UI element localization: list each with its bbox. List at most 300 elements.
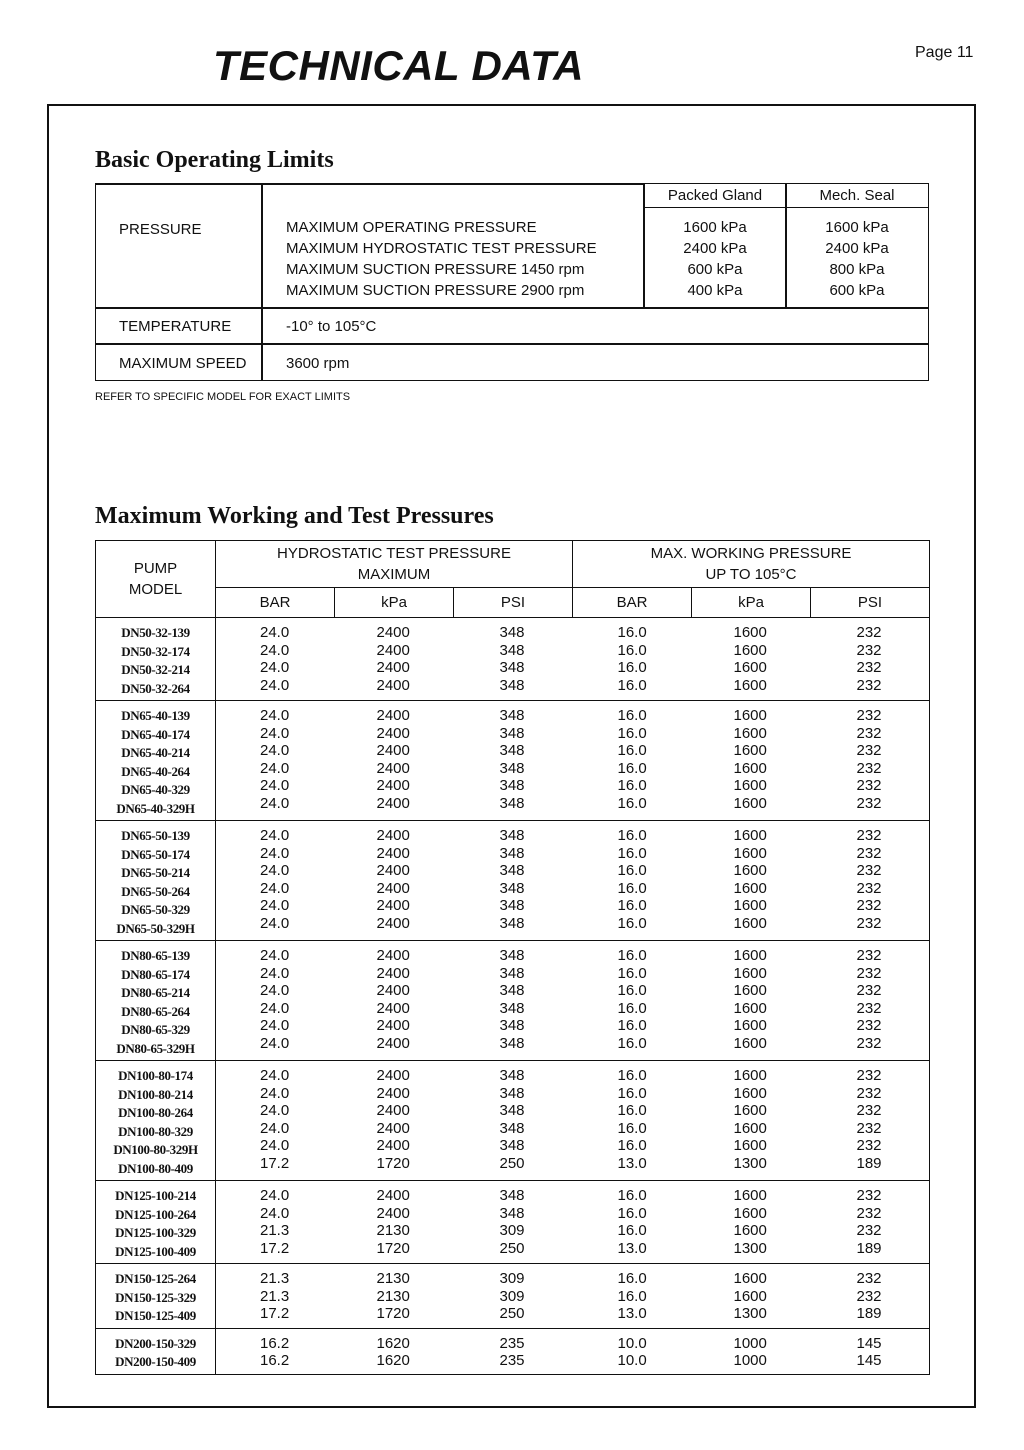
pressure-value: 24.0 <box>260 982 290 999</box>
pressure-value: 145 <box>856 1352 882 1369</box>
pump-model: DN50-32-174 <box>121 643 190 659</box>
pressure-value: 1600 <box>733 1222 767 1239</box>
pressure-value: 16.0 <box>617 1222 647 1239</box>
pressure-value: 2400 <box>376 1067 410 1084</box>
model-list <box>96 1328 216 1374</box>
pressure-value: 232 <box>856 982 882 999</box>
test-kpa-values <box>335 1264 454 1329</box>
pump-model: DN100-80-329H <box>113 1142 198 1157</box>
pump-model: DN65-50-214 <box>121 865 190 880</box>
pressure-value: 250 <box>499 1305 525 1322</box>
test-psi-values <box>454 1328 573 1374</box>
pressure-value: 232 <box>856 1034 882 1052</box>
packed-value: 400 kPa <box>687 282 743 299</box>
pressure-value: 348 <box>499 862 525 879</box>
work-bar-values <box>573 1061 692 1181</box>
pressure-value: 24.0 <box>260 794 290 812</box>
working-header-line2: UP TO 105°C <box>705 566 797 583</box>
pressure-value: 24.0 <box>260 641 290 659</box>
pressure-value: 16.0 <box>617 742 647 759</box>
pressure-value: 24.0 <box>260 1137 290 1154</box>
pressure-value: 16.0 <box>617 1204 647 1222</box>
pressure-value: 24.0 <box>260 777 290 794</box>
pressure-value: 189 <box>856 1305 882 1322</box>
mech-seal-values <box>785 217 929 301</box>
pressure-value: 232 <box>856 862 882 879</box>
page-number: Page 11 <box>915 44 974 61</box>
pressure-value: 348 <box>499 742 525 759</box>
basic-limits-heading: Basic Operating Limits <box>95 147 334 173</box>
pressure-value: 24.0 <box>260 897 290 914</box>
pump-model: DN65-40-174 <box>121 726 190 742</box>
pump-model: DN65-40-139 <box>121 708 190 723</box>
test-bar-values <box>216 618 335 701</box>
pressure-value: 232 <box>856 1067 882 1084</box>
test-bar-values <box>216 701 335 821</box>
pump-model: DN150-125-264 <box>115 1271 196 1286</box>
pressure-value: 232 <box>856 676 882 694</box>
pressure-value: 348 <box>499 707 525 724</box>
pressure-value: 10.0 <box>617 1352 647 1369</box>
pressure-value: 232 <box>856 1137 882 1154</box>
working-header <box>573 541 930 588</box>
pressure-value: 1000 <box>733 1334 767 1352</box>
unit-header: BAR <box>216 588 335 618</box>
pump-model: DN100-80-174 <box>118 1068 193 1083</box>
pressure-value: 1600 <box>733 1067 767 1084</box>
pressure-value: 1600 <box>733 624 767 641</box>
pressure-row-label: MAXIMUM HYDROSTATIC TEST PRESSURE <box>286 240 597 257</box>
pressure-value: 232 <box>856 947 882 964</box>
pressure-value: 2400 <box>376 1102 410 1119</box>
pressure-value: 1600 <box>733 897 767 914</box>
test-bar-values <box>216 1328 335 1374</box>
pump-model: DN50-32-139 <box>121 625 190 640</box>
pressure-value: 232 <box>856 1084 882 1102</box>
pressure-value: 16.0 <box>617 759 647 777</box>
mech-value: 600 kPa <box>829 282 885 299</box>
pressure-value: 16.0 <box>617 844 647 862</box>
pressure-value: 1600 <box>733 676 767 694</box>
pressure-value: 24.0 <box>260 1187 290 1204</box>
pressure-value: 24.0 <box>260 707 290 724</box>
pressure-value: 2400 <box>376 897 410 914</box>
pump-model: DN65-50-264 <box>121 883 190 899</box>
pressure-value: 16.0 <box>617 862 647 879</box>
mech-value: 1600 kPa <box>825 219 889 236</box>
pressure-value: 232 <box>856 707 882 724</box>
pressure-value: 2400 <box>376 1017 410 1034</box>
test-bar-values <box>216 1181 335 1264</box>
pressure-value: 1600 <box>733 742 767 759</box>
pressure-value: 16.0 <box>617 777 647 794</box>
pressure-value: 1600 <box>733 794 767 812</box>
pump-model: DN125-100-264 <box>115 1206 196 1222</box>
pressure-value: 2400 <box>376 624 410 641</box>
temperature-label: TEMPERATURE <box>119 318 232 335</box>
pressure-value: 24.0 <box>260 914 290 932</box>
limits-row-divider-1 <box>95 307 929 309</box>
unit-header: BAR <box>573 588 692 618</box>
model-list <box>96 1061 216 1181</box>
pressure-value: 1300 <box>733 1239 767 1257</box>
pressure-value: 232 <box>856 1187 882 1204</box>
pump-model: DN65-40-329H <box>116 800 195 816</box>
pressure-value: 348 <box>499 624 525 641</box>
pressure-value: 2400 <box>376 1034 410 1052</box>
pump-model: DN80-65-174 <box>121 966 190 982</box>
pump-model: DN65-50-139 <box>121 828 190 843</box>
working-header-line1: MAX. WORKING PRESSURE <box>650 545 852 562</box>
pressure-value: 2400 <box>376 1119 410 1137</box>
pressure-value: 348 <box>499 1067 525 1084</box>
pump-model: DN65-40-264 <box>121 763 190 779</box>
pressure-value: 348 <box>499 1102 525 1119</box>
pressure-value: 1600 <box>733 707 767 724</box>
pressure-value: 24.0 <box>260 827 290 844</box>
pressure-value: 16.0 <box>617 1119 647 1137</box>
pressure-value: 16.0 <box>617 1137 647 1154</box>
pressure-value: 1600 <box>733 1137 767 1154</box>
pressure-value: 1600 <box>733 1102 767 1119</box>
pressure-value: 1600 <box>733 1270 767 1287</box>
pump-model: DN200-150-329 <box>115 1335 196 1351</box>
pump-model: DN80-65-139 <box>121 948 190 963</box>
work-kpa-values <box>692 821 811 941</box>
pressure-value: 1600 <box>733 982 767 999</box>
pressure-value: 1600 <box>733 1084 767 1102</box>
pressure-value: 24.0 <box>260 1017 290 1034</box>
pressure-value: 2400 <box>376 947 410 964</box>
test-kpa-values <box>335 1328 454 1374</box>
pressure-value: 16.0 <box>617 1102 647 1119</box>
pressure-value: 16.0 <box>617 879 647 897</box>
pump-model: DN100-80-329 <box>118 1123 193 1139</box>
pressure-value: 1600 <box>733 1187 767 1204</box>
test-psi-values <box>454 1181 573 1264</box>
pressure-value: 1720 <box>376 1154 410 1172</box>
pressure-value: 2400 <box>376 982 410 999</box>
work-kpa-values <box>692 618 811 701</box>
work-psi-values <box>811 941 930 1061</box>
pressure-value: 232 <box>856 641 882 659</box>
pump-model-header: PUMP MODEL <box>96 541 216 618</box>
pressure-value: 2400 <box>376 659 410 676</box>
pressure-value: 24.0 <box>260 624 290 641</box>
test-kpa-values <box>335 701 454 821</box>
pressure-row-label: MAXIMUM SUCTION PRESSURE 1450 rpm <box>286 261 585 278</box>
pressure-value: 2130 <box>376 1270 410 1287</box>
pressure-value: 2400 <box>376 1204 410 1222</box>
work-psi-values <box>811 618 930 701</box>
temperature-value: -10° to 105°C <box>286 318 377 335</box>
test-bar-values <box>216 941 335 1061</box>
pressure-value: 232 <box>856 724 882 742</box>
work-psi-values <box>811 701 930 821</box>
pressure-value: 348 <box>499 914 525 932</box>
work-bar-values <box>573 1181 692 1264</box>
work-psi-values <box>811 1328 930 1374</box>
pressure-value: 232 <box>856 844 882 862</box>
pressure-value: 235 <box>499 1352 525 1369</box>
pressure-value: 16.0 <box>617 659 647 676</box>
pressures-table-body <box>96 618 930 1375</box>
work-kpa-values <box>692 701 811 821</box>
model-group <box>96 941 930 1061</box>
work-kpa-values <box>692 941 811 1061</box>
packed-gland-values <box>643 217 787 301</box>
test-psi-values <box>454 1264 573 1329</box>
pressure-value: 16.0 <box>617 794 647 812</box>
limits-note: REFER TO SPECIFIC MODEL FOR EXACT LIMITS <box>95 391 351 403</box>
pressure-value: 348 <box>499 1137 525 1154</box>
pressure-value: 232 <box>856 1119 882 1137</box>
model-group <box>96 821 930 941</box>
pressure-value: 16.0 <box>617 947 647 964</box>
model-list <box>96 941 216 1061</box>
pressure-row-label: MAXIMUM OPERATING PRESSURE <box>286 219 537 236</box>
pressure-value: 2400 <box>376 777 410 794</box>
pressure-value: 348 <box>499 827 525 844</box>
model-list <box>96 1181 216 1264</box>
pressure-value: 348 <box>499 1119 525 1137</box>
pressures-table <box>95 540 930 1375</box>
page-title: TECHNICAL DATA <box>213 42 584 89</box>
pressure-value: 16.2 <box>260 1334 290 1352</box>
pressure-value: 16.0 <box>617 641 647 659</box>
pressure-value: 309 <box>499 1270 525 1287</box>
pressure-value: 348 <box>499 947 525 964</box>
pressure-value: 24.0 <box>260 659 290 676</box>
model-group <box>96 701 930 821</box>
pressure-label: PRESSURE <box>119 221 202 238</box>
pressure-value: 1720 <box>376 1305 410 1322</box>
mech-value: 800 kPa <box>829 261 885 278</box>
pressure-value: 1600 <box>733 1119 767 1137</box>
limits-top-line <box>95 183 643 185</box>
work-bar-values <box>573 1264 692 1329</box>
pressure-value: 348 <box>499 1187 525 1204</box>
pressure-value: 348 <box>499 724 525 742</box>
pump-model: DN200-150-409 <box>115 1354 196 1369</box>
model-group <box>96 618 930 701</box>
pump-model: DN65-40-214 <box>121 745 190 760</box>
pump-model: DN80-65-214 <box>121 985 190 1000</box>
work-psi-values <box>811 1061 930 1181</box>
pressure-value: 232 <box>856 777 882 794</box>
pressure-value: 13.0 <box>617 1154 647 1172</box>
pressure-value: 232 <box>856 827 882 844</box>
pressure-value: 16.0 <box>617 827 647 844</box>
pump-model: DN65-50-174 <box>121 846 190 862</box>
pressure-value: 1600 <box>733 964 767 982</box>
pressure-value: 16.0 <box>617 1067 647 1084</box>
pressure-value: 2400 <box>376 879 410 897</box>
pressure-value: 16.0 <box>617 999 647 1017</box>
pressure-value: 24.0 <box>260 1119 290 1137</box>
pressure-value: 348 <box>499 964 525 982</box>
hydrostatic-header-line2: MAXIMUM <box>357 566 431 583</box>
work-bar-values <box>573 941 692 1061</box>
hydrostatic-header <box>216 541 573 588</box>
pressure-value: 232 <box>856 879 882 897</box>
pressure-value: 17.2 <box>260 1154 290 1172</box>
pressure-value: 24.0 <box>260 844 290 862</box>
work-bar-values <box>573 701 692 821</box>
unit-header: kPa <box>335 588 454 618</box>
pressure-value: 232 <box>856 759 882 777</box>
test-psi-values <box>454 701 573 821</box>
pressure-value: 232 <box>856 1270 882 1287</box>
limits-col-divider-1 <box>261 183 263 381</box>
pressure-value: 16.0 <box>617 1270 647 1287</box>
pressure-value: 21.3 <box>260 1222 290 1239</box>
work-bar-values <box>573 1328 692 1374</box>
pressure-value: 232 <box>856 742 882 759</box>
pressure-value: 1600 <box>733 1034 767 1052</box>
pressure-value: 2400 <box>376 724 410 742</box>
pressure-value: 1600 <box>733 777 767 794</box>
pressure-value: 2400 <box>376 676 410 694</box>
work-kpa-values <box>692 1264 811 1329</box>
pressure-value: 21.3 <box>260 1270 290 1287</box>
pressure-value: 348 <box>499 982 525 999</box>
pressures-heading: Maximum Working and Test Pressures <box>95 503 494 529</box>
pressure-value: 145 <box>856 1334 882 1352</box>
unit-header: PSI <box>454 588 573 618</box>
test-bar-values <box>216 821 335 941</box>
test-kpa-values <box>335 1061 454 1181</box>
pressure-value: 348 <box>499 1084 525 1102</box>
model-list <box>96 1264 216 1329</box>
pressure-value: 24.0 <box>260 964 290 982</box>
pump-model: DN100-80-409 <box>118 1160 193 1176</box>
pressure-value: 2400 <box>376 914 410 932</box>
pump-model: DN125-100-409 <box>115 1243 196 1259</box>
pressure-value: 1720 <box>376 1239 410 1257</box>
pump-model: DN80-65-264 <box>121 1003 190 1019</box>
pressure-value: 348 <box>499 844 525 862</box>
model-group <box>96 1061 930 1181</box>
unit-header: PSI <box>811 588 930 618</box>
hydrostatic-header-line1: HYDROSTATIC TEST PRESSURE <box>277 545 511 562</box>
pressure-value: 1600 <box>733 1287 767 1305</box>
test-psi-values <box>454 1061 573 1181</box>
pressure-value: 2400 <box>376 1137 410 1154</box>
pressure-value: 232 <box>856 624 882 641</box>
test-kpa-values <box>335 941 454 1061</box>
basic-limits-table <box>95 183 929 381</box>
pressure-value: 24.0 <box>260 999 290 1017</box>
pressure-value: 2400 <box>376 641 410 659</box>
pressure-value: 2400 <box>376 707 410 724</box>
mech-value: 2400 kPa <box>825 240 889 257</box>
pressure-value: 348 <box>499 1204 525 1222</box>
pressure-value: 2130 <box>376 1287 410 1305</box>
pressure-value: 1600 <box>733 914 767 932</box>
pressure-value: 348 <box>499 1017 525 1034</box>
pressure-value: 13.0 <box>617 1305 647 1322</box>
pressure-value: 24.0 <box>260 1204 290 1222</box>
work-kpa-values <box>692 1061 811 1181</box>
pressure-value: 232 <box>856 794 882 812</box>
pressure-value: 16.0 <box>617 1017 647 1034</box>
max-speed-value: 3600 rpm <box>286 355 350 372</box>
pump-model: DN125-100-329 <box>115 1225 196 1240</box>
pump-model: DN65-40-329 <box>121 782 190 797</box>
model-group <box>96 1264 930 1329</box>
pressure-value: 1600 <box>733 947 767 964</box>
pressure-value: 348 <box>499 897 525 914</box>
pressure-value: 232 <box>856 1017 882 1034</box>
pressure-value: 24.0 <box>260 947 290 964</box>
pressure-value: 1600 <box>733 827 767 844</box>
pressure-value: 13.0 <box>617 1239 647 1257</box>
pump-model: DN150-125-329 <box>115 1289 196 1305</box>
max-speed-label: MAXIMUM SPEED <box>119 355 247 372</box>
pressure-value: 250 <box>499 1239 525 1257</box>
pressure-value: 2400 <box>376 759 410 777</box>
pressure-value: 16.0 <box>617 676 647 694</box>
packed-value: 2400 kPa <box>683 240 747 257</box>
pressure-value: 232 <box>856 897 882 914</box>
work-psi-values <box>811 1264 930 1329</box>
pressure-value: 10.0 <box>617 1334 647 1352</box>
pressure-value: 348 <box>499 879 525 897</box>
work-kpa-values <box>692 1181 811 1264</box>
pressure-value: 1600 <box>733 879 767 897</box>
pressure-value: 232 <box>856 1204 882 1222</box>
pressure-value: 1600 <box>733 641 767 659</box>
pump-model: DN150-125-409 <box>115 1308 196 1323</box>
pressure-value: 2400 <box>376 794 410 812</box>
test-psi-values <box>454 618 573 701</box>
pressure-value: 24.0 <box>260 1034 290 1052</box>
pressure-value: 24.0 <box>260 742 290 759</box>
model-group <box>96 1328 930 1374</box>
pressure-value: 348 <box>499 1034 525 1052</box>
work-bar-values <box>573 618 692 701</box>
test-kpa-values <box>335 821 454 941</box>
work-psi-values <box>811 1181 930 1264</box>
pressure-value: 250 <box>499 1154 525 1172</box>
packed-gland-header: Packed Gland <box>667 187 763 204</box>
pressure-value: 1600 <box>733 1017 767 1034</box>
pressure-value: 2400 <box>376 862 410 879</box>
pressure-value: 24.0 <box>260 759 290 777</box>
pressure-value: 232 <box>856 1222 882 1239</box>
pressure-value: 16.0 <box>617 707 647 724</box>
pressure-value: 348 <box>499 676 525 694</box>
test-psi-values <box>454 821 573 941</box>
pressure-value: 2400 <box>376 1084 410 1102</box>
pressure-value: 348 <box>499 659 525 676</box>
pressure-value: 16.0 <box>617 914 647 932</box>
pressure-value: 24.0 <box>260 724 290 742</box>
pressure-value: 16.0 <box>617 624 647 641</box>
pump-model: DN65-50-329H <box>116 920 195 936</box>
pressure-value: 17.2 <box>260 1239 290 1257</box>
pressure-value: 16.0 <box>617 897 647 914</box>
pressure-value: 24.0 <box>260 1067 290 1084</box>
test-kpa-values <box>335 1181 454 1264</box>
test-bar-values <box>216 1264 335 1329</box>
pressure-row-label: MAXIMUM SUCTION PRESSURE 2900 rpm <box>286 282 585 299</box>
mech-seal-header: Mech. Seal <box>819 187 895 204</box>
pressure-value: 232 <box>856 1102 882 1119</box>
pressure-value: 189 <box>856 1154 882 1172</box>
test-bar-values <box>216 1061 335 1181</box>
